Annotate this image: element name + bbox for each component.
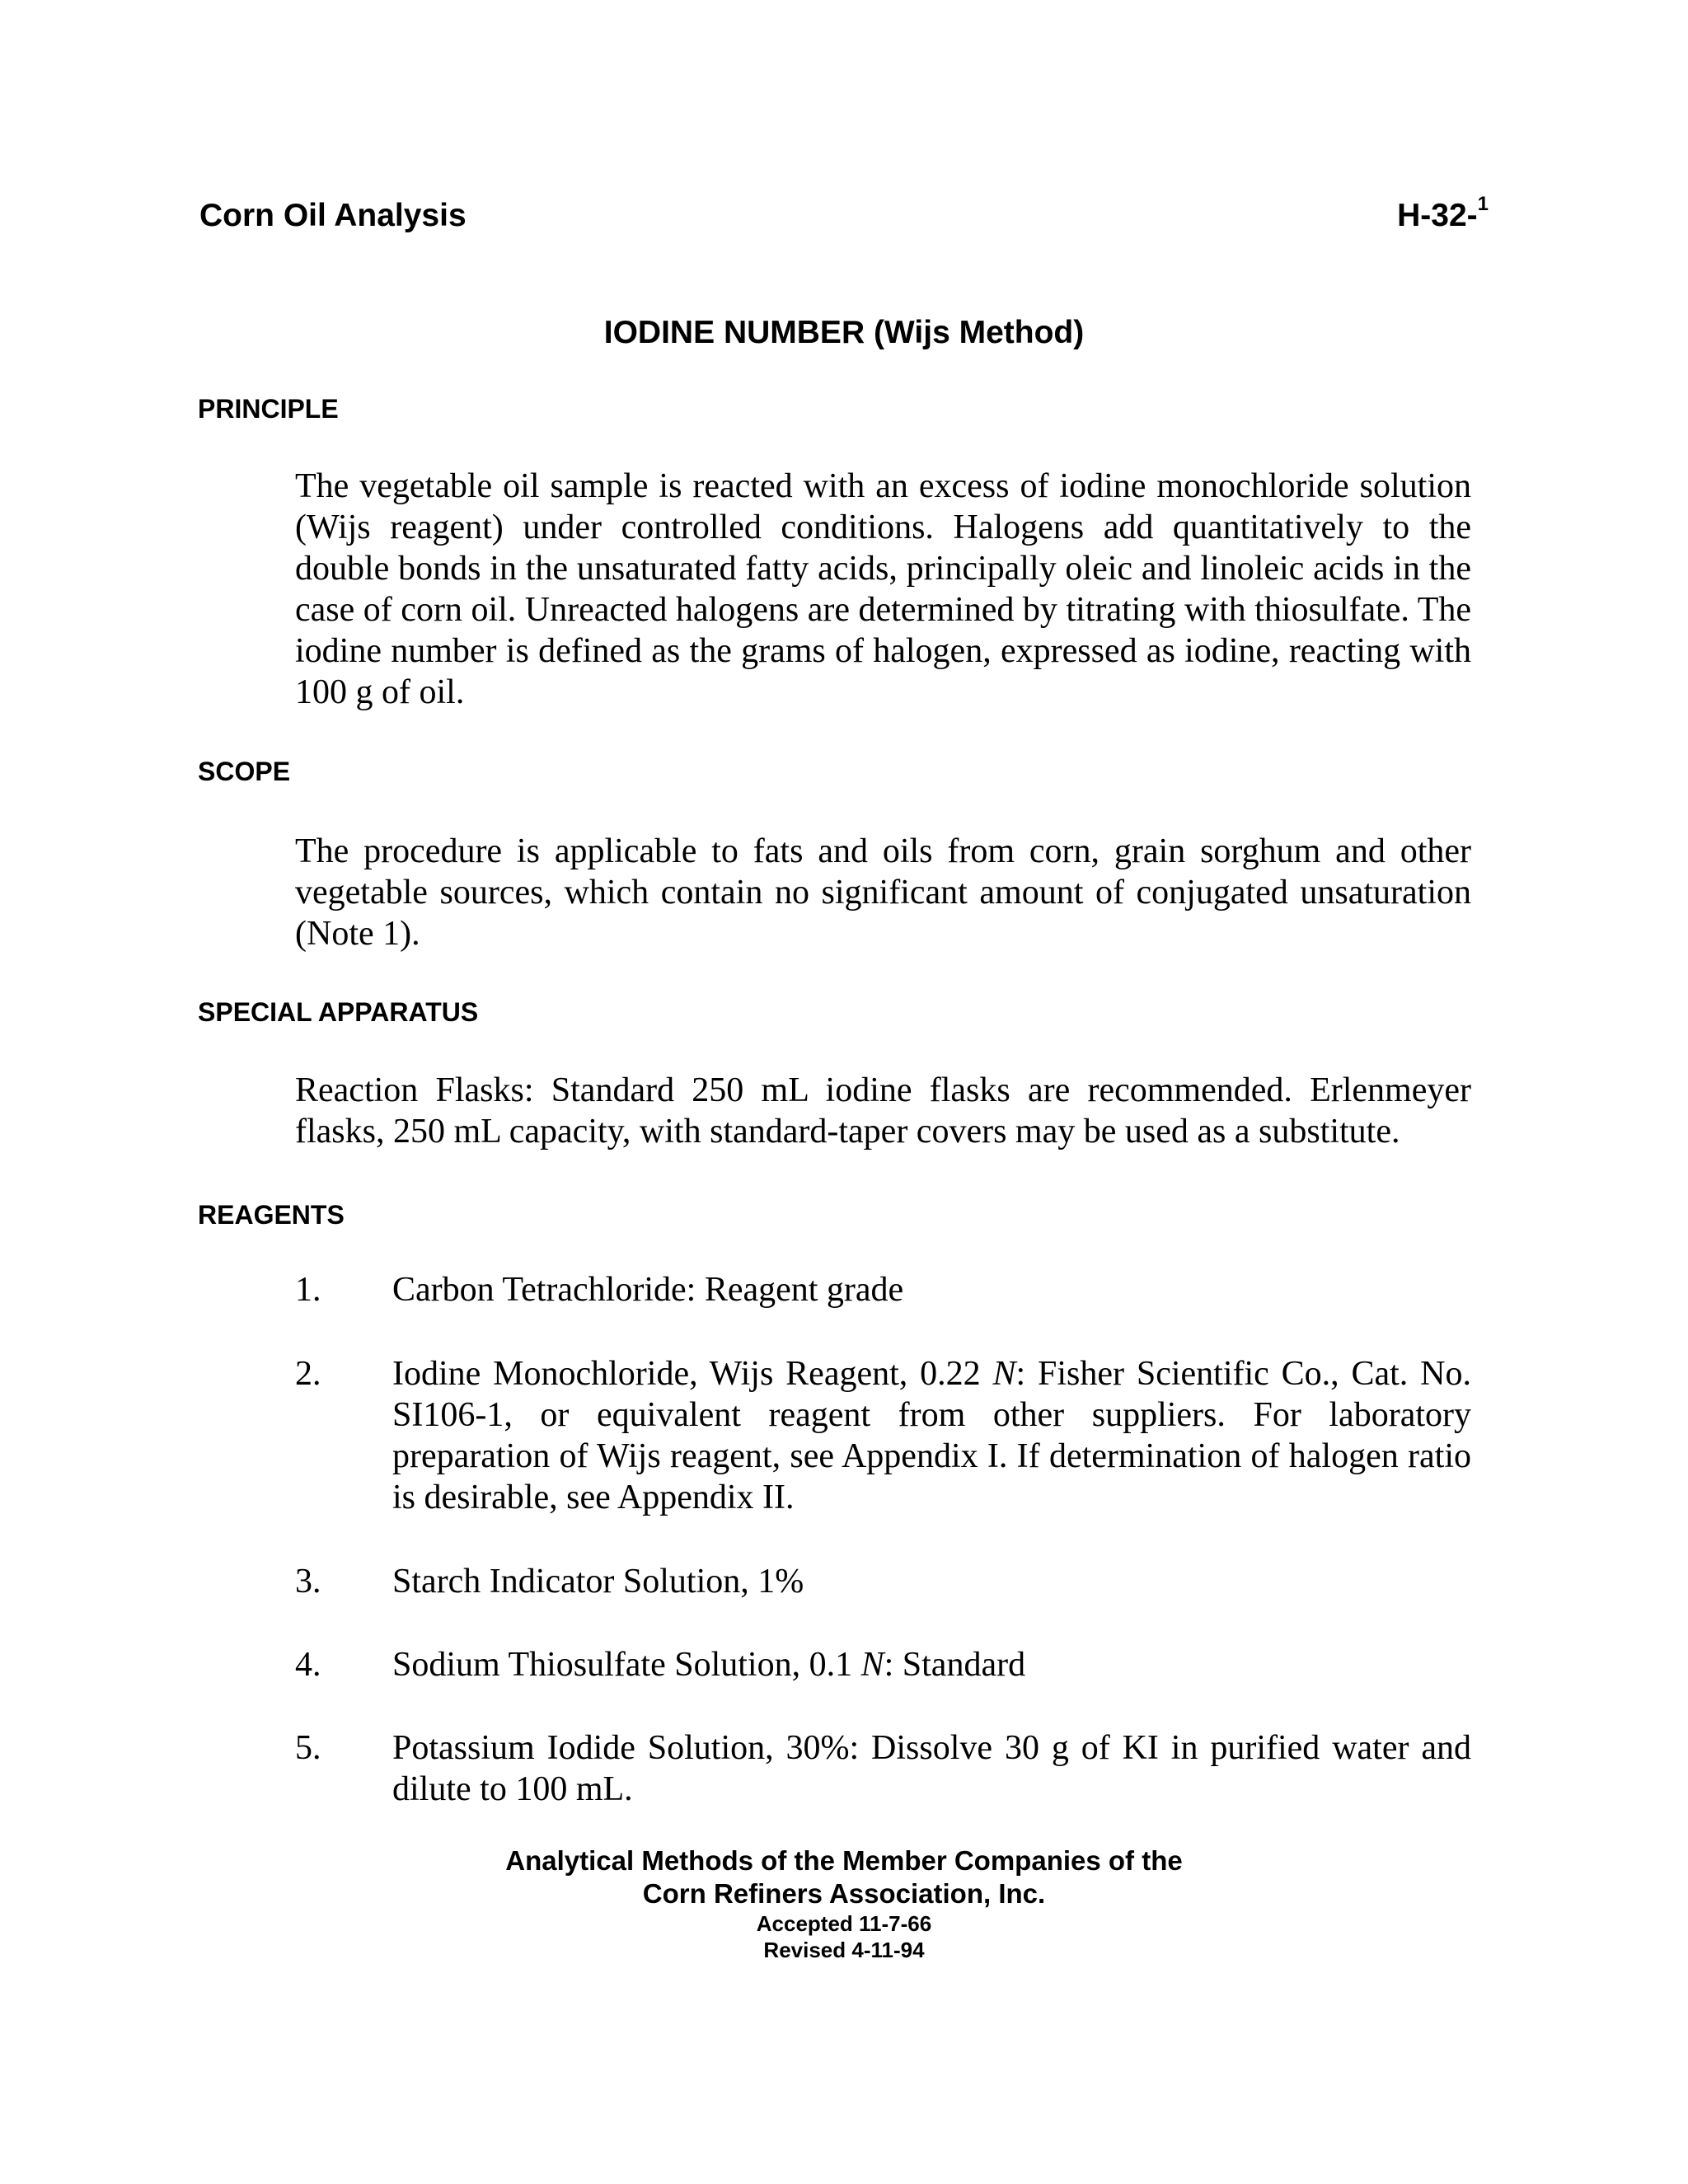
footer-line-2: Corn Refiners Association, Inc.	[642, 1878, 1046, 1909]
footer-accepted-date: Accepted 11-7-66	[756, 1911, 932, 1936]
page-title: IODINE NUMBER (Wijs Method)	[603, 315, 1085, 350]
method-code-text: H-32-	[1397, 198, 1478, 233]
reagent-text: Carbon Tetrachloride: Reagent grade	[392, 1271, 904, 1309]
apparatus-text: Reaction Flasks: Standard 250 mL iodine flasks are recommended. Erlenmeyer flasks, 250 mL capacity, with standard-taper covers may be used as a substitute.	[295, 1071, 1471, 1151]
reagent-text: Iodine Monochloride, Wijs Reagent, 0.22 N: Fisher Scientific Co., Cat. No. SI106-1, or equivalent reagent from other suppliers. For laboratory preparation of Wijs reagent, see Appendix I. If determination of halogen ratio is desirable, see Appendix II.	[392, 1355, 1471, 1516]
reagent-text: Potassium Iodide Solution, 30%: Dissolve 30 g of KI in purified water and dilute to 100 mL.	[392, 1729, 1471, 1808]
heading-special-apparatus: SPECIAL APPARATUS	[198, 997, 479, 1027]
reagent-number: 4.	[295, 1646, 321, 1684]
method-code-superscript: 1	[1477, 193, 1489, 215]
method-code	[1397, 193, 1489, 234]
heading-reagents: REAGENTS	[198, 1200, 345, 1230]
reagent-text: Sodium Thiosulfate Solution, 0.1 N: Standard	[392, 1646, 1026, 1684]
footer-revised-date: Revised 4-11-94	[763, 1938, 925, 1962]
scope-text: The procedure is applicable to fats and oils from corn, grain sorghum and other vegetable sources, which contain no significant amount of conjugated unsaturation (Note 1).	[295, 832, 1471, 953]
page-footer	[0, 1844, 1688, 1963]
reagent-number: 5.	[295, 1729, 321, 1767]
heading-scope: SCOPE	[198, 757, 291, 786]
page-header	[199, 193, 1489, 247]
reagent-number: 3.	[295, 1563, 321, 1601]
reagent-number: 1.	[295, 1271, 321, 1309]
reagent-number: 2.	[295, 1355, 321, 1393]
footer-line-1: Analytical Methods of the Member Companies of the	[505, 1845, 1183, 1876]
document-category: Corn Oil Analysis	[199, 198, 467, 233]
principle-text: The vegetable oil sample is reacted with an excess of iodine monochloride solution (Wijs reagent) under controlled conditions. Halogens add quantitatively to the double bonds in the unsaturated fatty acids, principally oleic and linoleic acids in the case of corn oil. Unreacted halogens are determined by titrating with thiosulfate. The iodine number is defined as the grams of halogen, expressed as iodine, reacting with 100 g of oil.	[295, 467, 1471, 711]
heading-principle: PRINCIPLE	[198, 394, 339, 424]
reagent-text: Starch Indicator Solution, 1%	[392, 1563, 804, 1601]
